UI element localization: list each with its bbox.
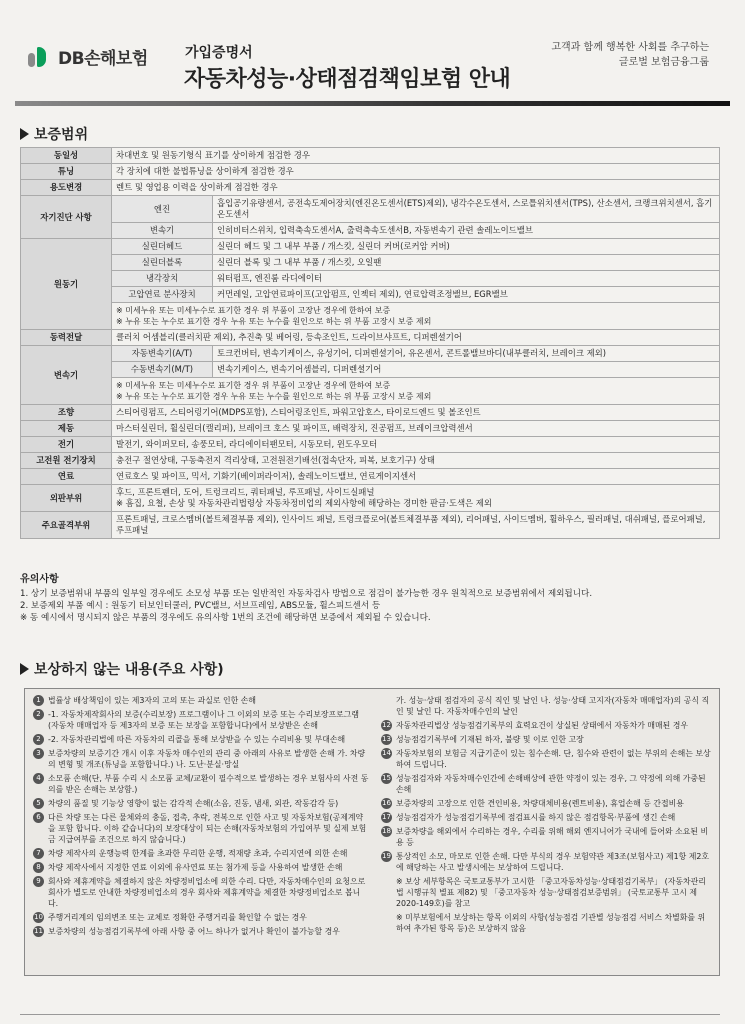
exclusion-text: -1. 자동차제작회사의 보증(수리보장) 프로그램이나 그 이외의 보증 또는 수리보장프로그램 (자동차 매매업자 등 제3자의 보증 또는 보장을 포함합니다)에서 보상받은 손해 bbox=[48, 710, 360, 730]
exclusion-item bbox=[381, 851, 711, 873]
exclusion-item bbox=[33, 812, 369, 845]
coverage-row bbox=[21, 164, 720, 180]
coverage-detail: 프론트패널, 크로스멤버(볼트체결부품 제외), 인사이드 패널, 트렁크플로어(볼트체결부품 제외), 리어패널, 사이드멤버, 휠하우스, 필러패널, 대쉬패널, 플로어패널, 루프패널 bbox=[112, 512, 720, 539]
coverage-row bbox=[21, 378, 720, 405]
exclusion-number-icon: 11 bbox=[34, 927, 43, 935]
coverage-row bbox=[21, 239, 720, 255]
doc-subtitle: 가입증명서 bbox=[185, 45, 253, 61]
notice-line: 1. 상기 보증범위내 부품의 일부일 경우에도 소모성 부품 또는 일반적인 자동차검사 방법으로 점검이 불가능한 경우 원칙적으로 보증범위에서 제외됩니다. bbox=[20, 589, 593, 599]
exclusion-item bbox=[381, 748, 711, 770]
exclusion-number-icon: 7 bbox=[33, 848, 44, 859]
coverage-detail: 후드, 프론트펜더, 도어, 트렁크리드, 쿼터패널, 루프패널, 사이드실패널 ※ 흠집, 요철, 손상 및 자동차관리법령상 자동차정비업의 제외사항에 해당하는 경미한 판금·도색은 제외 bbox=[112, 485, 720, 512]
coverage-row bbox=[21, 148, 720, 164]
coverage-detail: 커먼레일, 고압연료파이프(고압펌프, 인젝터 제외), 연료압력조정밸브, EGR밸브 bbox=[213, 287, 720, 303]
coverage-row bbox=[21, 485, 720, 512]
section-marker-icon bbox=[20, 128, 29, 140]
exclusion-text: 차량 제작사에서 지정한 연료 이외에 유사연료 또는 첨가제 등을 사용하여 발생한 손해 bbox=[48, 863, 343, 872]
exclusion-number-icon: 8 bbox=[33, 862, 44, 873]
coverage-category: 원동기 bbox=[21, 239, 112, 330]
header-rule bbox=[15, 101, 730, 106]
coverage-row bbox=[21, 437, 720, 453]
exclusion-item bbox=[33, 912, 369, 923]
db-logo-mark bbox=[28, 45, 52, 69]
coverage-category: 연료 bbox=[21, 469, 112, 485]
exclusion-text: 차량의 품질 및 기능상 영향이 없는 감각적 손해(소음, 진동, 냄새, 외관, 작동감각 등) bbox=[48, 799, 339, 808]
exclusion-text: 주행거리계의 임의변조 또는 교체로 정확한 주행거리를 확인할 수 없는 경우 bbox=[48, 913, 307, 922]
coverage-detail: 스티어링펌프, 스티어링기어(MDPS포함), 스티어링조인트, 파워고압호스, 타이로드엔드 및 볼조인트 bbox=[112, 405, 720, 421]
exclusion-text: 차량 제작사의 운행능력 한계를 초과한 무리한 운행, 적재량 초과, 수리지연에 의한 손해 bbox=[48, 849, 348, 858]
coverage-detail: 충전구 절연상태, 구동축전지 격리상태, 고전원전기배선(접속단자, 피복, 보호기구) 상태 bbox=[112, 453, 720, 469]
db-logo bbox=[28, 44, 148, 69]
exclusion-item bbox=[33, 748, 369, 770]
exclusion-item bbox=[33, 695, 369, 706]
exclusion-text: 보증차량을 해외에서 수리하는 경우, 수리를 위해 해외 엔지니어가 국내에 들어와 소요된 비용 등 bbox=[396, 827, 709, 847]
exclusion-number-icon: 14 bbox=[382, 749, 391, 757]
exclusion-number-icon: 12 bbox=[382, 721, 391, 729]
coverage-row bbox=[21, 512, 720, 539]
exclusion-item bbox=[381, 876, 711, 909]
coverage-row bbox=[21, 453, 720, 469]
coverage-row bbox=[21, 287, 720, 303]
coverage-category: 동일성 bbox=[21, 148, 112, 164]
coverage-category: 변속기 bbox=[21, 346, 112, 405]
coverage-row bbox=[21, 330, 720, 346]
coverage-detail: 클러치 어셈블리(클러치판 제외), 추진축 및 베어링, 등속조인트, 드라이브샤프트, 디퍼렌셜기어 bbox=[112, 330, 720, 346]
coverage-category: 제동 bbox=[21, 421, 112, 437]
exclusion-item bbox=[381, 720, 711, 731]
coverage-detail: 변속기케이스, 변속기어셈블리, 디퍼렌셜기어 bbox=[213, 362, 720, 378]
exclusion-number-icon: 4 bbox=[33, 773, 44, 784]
exclusions-left-column bbox=[33, 695, 369, 940]
exclusion-text: 성능점검기록부에 기재된 하자, 불량 및 이로 인한 고장 bbox=[396, 735, 584, 744]
exclusion-item bbox=[33, 798, 369, 809]
doc-title: 자동차성능·상태점검책임보험 안내 bbox=[184, 67, 511, 92]
exclusion-item bbox=[33, 862, 369, 873]
exclusions-heading-text: 보상하지 않는 내용(주요 사항) bbox=[34, 662, 224, 678]
slogan bbox=[551, 40, 709, 70]
exclusion-number-icon: 15 bbox=[382, 774, 391, 782]
exclusion-text: 보증차량의 성능점검기록부에 아래 사항 중 어느 하나가 없거나 확인이 불가능할 경우 bbox=[48, 927, 340, 936]
coverage-detail: 실린더 블록 및 그 내부 부품 / 개스킷, 오일팬 bbox=[213, 255, 720, 271]
coverage-row bbox=[21, 405, 720, 421]
coverage-detail: 워터펌프, 엔진룸 라디에이터 bbox=[213, 271, 720, 287]
coverage-category: 외판부위 bbox=[21, 485, 112, 512]
coverage-row bbox=[21, 255, 720, 271]
exclusions-heading bbox=[20, 659, 224, 679]
coverage-category: 튜닝 bbox=[21, 164, 112, 180]
exclusion-item bbox=[381, 812, 711, 823]
coverage-row bbox=[21, 180, 720, 196]
exclusion-number-icon: 1 bbox=[33, 695, 44, 706]
coverage-row bbox=[21, 362, 720, 378]
exclusion-number-icon: 17 bbox=[382, 813, 391, 821]
coverage-subcategory: 자동변속기(A/T) bbox=[112, 346, 213, 362]
exclusions-box bbox=[24, 688, 720, 976]
coverage-detail: 발전기, 와이퍼모터, 송풍모터, 라디에이터팬모터, 시동모터, 윈도우모터 bbox=[112, 437, 720, 453]
exclusion-item bbox=[33, 709, 369, 731]
coverage-category: 주요골격부위 bbox=[21, 512, 112, 539]
coverage-detail: 렌트 및 영업용 이력을 상이하게 점검한 경우 bbox=[112, 180, 720, 196]
exclusion-number-icon: 5 bbox=[33, 798, 44, 809]
exclusion-number-icon: 16 bbox=[382, 799, 391, 807]
coverage-table bbox=[20, 147, 720, 539]
exclusion-text: 소모품 손해(단, 부품 수리 시 소모품 교체/교환이 필수적으로 발생하는 경우 보험사의 사전 동의를 받은 손해는 보상함.) bbox=[48, 774, 369, 794]
coverage-category: 동력전달 bbox=[21, 330, 112, 346]
exclusion-text: 가. 성능·상태 점검자의 공식 직인 및 날인 나. 성능·상태 고지자(자동차 매매업자)의 공식 직인 및 날인 다. 자동차매수인의 날인 bbox=[396, 696, 710, 716]
exclusion-text: 성능점검자와 자동차매수인간에 손해배상에 관한 약정이 있는 경우, 그 약정에 의해 가중된 손해 bbox=[396, 774, 706, 794]
coverage-subcategory: 수동변속기(M/T) bbox=[112, 362, 213, 378]
exclusion-number-icon: 2 bbox=[33, 709, 44, 720]
coverage-subcategory: 엔진 bbox=[112, 196, 213, 223]
coverage-note: ※ 미세누유 또는 미세누수로 표기한 경우 위 부품이 고장난 경우에 한하여 보증 ※ 누유 또는 누수로 표기한 경우 누유 또는 누수를 원인으로 하는 위 부품 고장시 보증 제외 bbox=[112, 378, 720, 405]
coverage-subcategory: 변속기 bbox=[112, 223, 213, 239]
exclusions-right-column bbox=[381, 695, 711, 937]
exclusion-item bbox=[381, 912, 711, 934]
footer-rule bbox=[20, 1014, 720, 1015]
coverage-detail: 실린더 헤드 및 그 내부 부품 / 개스킷, 실린더 커버(로커암 커버) bbox=[213, 239, 720, 255]
exclusion-text: 통상적인 소모, 마모로 인한 손해. 다만 부식의 경우 보험약관 제3조(보험사고) 제1항 제2호에 해당하는 사고 발생시에는 보상하여 드립니다. bbox=[396, 852, 709, 872]
exclusion-text: -2. 자동차관리법에 따른 자동차의 리콜을 통해 보상받을 수 있는 수리비용 및 부대손해 bbox=[48, 735, 346, 744]
notice-heading: 유의사항 bbox=[20, 574, 59, 585]
exclusion-number-icon: 3 bbox=[33, 748, 44, 759]
notice-block bbox=[20, 574, 592, 624]
exclusion-text: 법률상 배상책임이 있는 제3자의 고의 또는 과실로 인한 손해 bbox=[48, 696, 257, 705]
coverage-category: 고전원 전기장치 bbox=[21, 453, 112, 469]
notice-line: 2. 보증제외 부품 예시 : 원동기 터보인터쿨러, PVC밸브, 서브프레임, ABS모듈, 휠스피드센서 등 bbox=[20, 601, 381, 611]
coverage-heading bbox=[20, 124, 88, 144]
coverage-subcategory: 냉각장치 bbox=[112, 271, 213, 287]
coverage-row bbox=[21, 196, 720, 223]
exclusion-text: 보증차량의 고장으로 인한 견인비용, 차량대체비용(렌트비용), 휴업손해 등 간접비용 bbox=[396, 799, 684, 808]
exclusion-text: 성능점검자가 성능점검기록부에 점검표시를 하지 않은 점검항목·부품에 생긴 손해 bbox=[396, 813, 676, 822]
coverage-detail: 인히비터스위치, 입력축속도센서A, 출력축속도센서B, 자동변속기 관련 솔레노이드밸브 bbox=[213, 223, 720, 239]
coverage-row bbox=[21, 223, 720, 239]
exclusion-item bbox=[33, 848, 369, 859]
exclusion-number-icon: 18 bbox=[382, 827, 391, 835]
exclusion-item bbox=[381, 773, 711, 795]
exclusion-text: 다른 차량 또는 다른 물체와의 충돌, 접촉, 추락, 전복으로 인한 사고 및 자동차보험(공제계약을 포함 합니다. 이하 같습니다)의 보장대상이 되는 손해(자동차보험의 가입여부 및 실제 보험금 지급여부를 조건으로 하지 않습니다.) bbox=[48, 813, 367, 844]
exclusion-number-icon: 10 bbox=[34, 913, 43, 921]
coverage-category: 자기진단 사항 bbox=[21, 196, 112, 239]
coverage-detail: 각 장치에 대한 불법튜닝을 상이하게 점검한 경우 bbox=[112, 164, 720, 180]
coverage-subcategory: 고압연료 분사장치 bbox=[112, 287, 213, 303]
exclusion-text: ※ 미부보험에서 보상하는 항목 이외의 사항(성능점검 기관별 성능점검 서비스 차별화를 위하여 추가된 항목 등)은 보상하지 않음 bbox=[396, 913, 706, 933]
slogan-line-2: 글로벌 보험금융그룹 bbox=[618, 57, 709, 68]
coverage-detail: 흡입공기유량센서, 공전속도제어장치(엔진온도센서(ETS)제외), 냉각수온도센서, 스로틀위치센서(TPS), 산소센서, 크랭크위치센서, 흡기온도센서 bbox=[213, 196, 720, 223]
exclusion-item bbox=[33, 876, 369, 909]
exclusion-item bbox=[33, 926, 369, 937]
exclusion-text: 회사와 제휴계약을 체결하지 않은 차량정비업소에 의한 수리. 다만, 자동차매수인의 요청으로 회사가 별도로 안내한 차량정비업소의 경우 회사와 제휴계약을 체결한 차량정비업소로 봅니다. bbox=[48, 877, 366, 908]
coverage-detail: 토크컨버터, 변속기케이스, 유성기어, 디퍼렌셜기어, 유온센서, 콘트롤밸브바디(내부클러치, 브레이크 제외) bbox=[213, 346, 720, 362]
slogan-line-1: 고객과 함께 행복한 사회를 추구하는 bbox=[551, 42, 709, 53]
coverage-heading-text: 보증범위 bbox=[34, 127, 89, 143]
coverage-category: 용도변경 bbox=[21, 180, 112, 196]
exclusion-text: ※ 보상 세부항목은 국토교통부가 고시한 「중고자동차성능·상태점검기록부」 (자동차관리법 시행규칙 별표 제82) 및 「중고자동차 성능·상태점검보증범위」 (국토교통부 고시 제2020-149호)를 참고 bbox=[396, 877, 706, 908]
coverage-detail: 차대번호 및 원동기형식 표기를 상이하게 점검한 경우 bbox=[112, 148, 720, 164]
coverage-detail: 마스터실린더, 휠실린더(캘리퍼), 브레이크 호스 및 파이프, 배력장치, 진공펌프, 브레이크압력센서 bbox=[112, 421, 720, 437]
coverage-row bbox=[21, 271, 720, 287]
exclusion-text: 자동차관리법상 성능점검기록부의 효력요건이 상실된 상태에서 자동차가 매매된 경우 bbox=[396, 721, 688, 730]
coverage-category: 조향 bbox=[21, 405, 112, 421]
coverage-row bbox=[21, 346, 720, 362]
exclusion-number-icon: 6 bbox=[33, 812, 44, 823]
exclusion-item bbox=[33, 773, 369, 795]
exclusion-number-icon: 2 bbox=[33, 734, 44, 745]
exclusion-text: 보증차량의 보증기간 개시 이후 자동차 매수인의 관리 중 아래의 사유로 발생한 손해 가. 차량의 변형 및 개조(튜닝을 포함합니다.) 나. 도난·분실·망실 bbox=[48, 749, 366, 769]
section-marker-icon bbox=[20, 663, 29, 675]
exclusion-item bbox=[381, 695, 711, 717]
logo-text: DB손해보험 bbox=[58, 49, 148, 69]
notice-line: ※ 동 예시에서 명시되지 않은 부품의 경우에도 유의사항 1번의 조건에 해당하면 보증에서 제외될 수 있습니다. bbox=[20, 613, 431, 623]
coverage-detail: 연료호스 및 파이프, 믹서, 기화기(베이퍼라이저), 솔레노이드밸브, 연료게이지센서 bbox=[112, 469, 720, 485]
coverage-category: 전기 bbox=[21, 437, 112, 453]
exclusion-number-icon: 19 bbox=[382, 852, 391, 860]
exclusion-number-icon: 9 bbox=[33, 876, 44, 887]
coverage-subcategory: 실린더블록 bbox=[112, 255, 213, 271]
coverage-row bbox=[21, 469, 720, 485]
coverage-note: ※ 미세누유 또는 미세누수로 표기한 경우 위 부품이 고장난 경우에 한하여 보증 ※ 누유 또는 누수로 표기한 경우 누유 또는 누수를 원인으로 하는 위 부품 고장시 보증 제외 bbox=[112, 303, 720, 330]
coverage-row bbox=[21, 421, 720, 437]
coverage-row bbox=[21, 303, 720, 330]
exclusion-item bbox=[381, 826, 711, 848]
exclusion-item bbox=[381, 798, 711, 809]
coverage-subcategory: 실린더헤드 bbox=[112, 239, 213, 255]
exclusion-item bbox=[33, 734, 369, 745]
exclusion-item bbox=[381, 734, 711, 745]
exclusion-text: 자동차보험의 보험금 지급기준이 있는 침수손해. 단, 침수와 관련이 없는 부위의 손해는 보상하여 드립니다. bbox=[396, 749, 711, 769]
exclusion-number-icon: 13 bbox=[382, 735, 391, 743]
